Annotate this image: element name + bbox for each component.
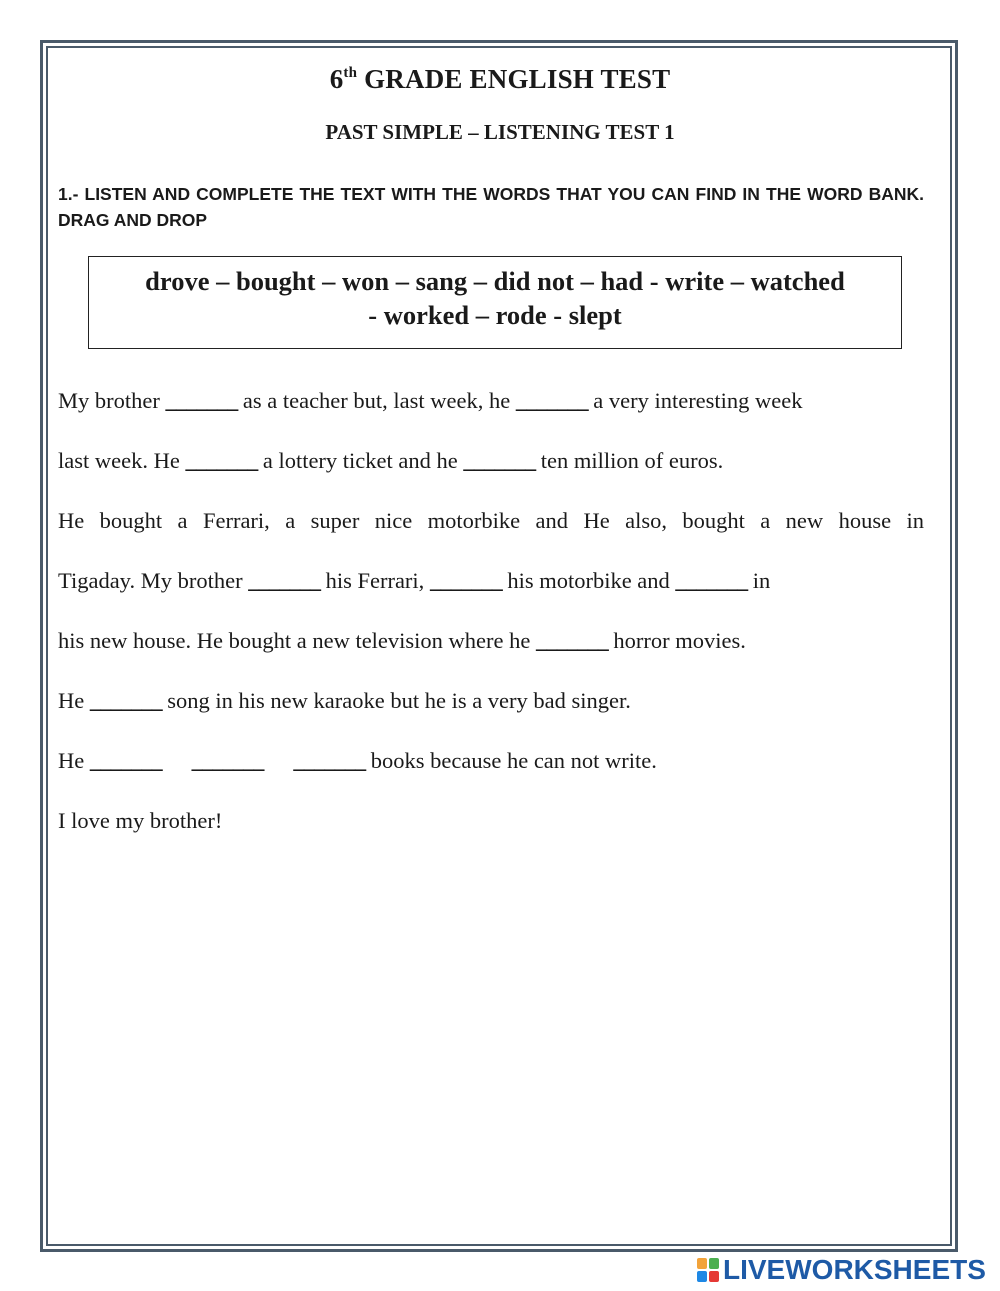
blank-drop-zone[interactable]: _______ [293,748,366,773]
text-segment: in [747,568,771,593]
blank-drop-zone[interactable]: _______ [165,388,238,413]
word-bank-line-2: - worked – rode - slept [368,300,622,330]
logo-text: LIVEWORKSHEETS [723,1254,986,1285]
text-segment: last week. He [58,448,186,473]
blank-drop-zone[interactable]: _______ [248,568,320,593]
logo-block [709,1271,719,1282]
text-line-7 [58,748,924,774]
text-segment: his motorbike and [501,568,676,593]
blank-drop-zone[interactable]: _______ [515,388,588,413]
text-line-4 [58,568,924,594]
blank-drop-zone[interactable]: _______ [429,568,502,593]
page-subtitle: PAST SIMPLE – LISTENING TEST 1 [325,120,675,144]
text-line-1 [58,388,924,414]
logo-block [697,1271,707,1282]
text-segment: horror movies. [607,628,746,653]
text-segment: song in his new karaoke but he is a very bad singer. [161,688,631,713]
text-segment: his new house. He bought a new television where he [58,628,537,653]
text-segment: He [58,748,90,773]
text-segment: a very interesting week [587,388,803,413]
text-segment: He [58,688,90,713]
blank-drop-zone[interactable]: _______ [536,628,608,653]
text-segment: Tigaday. My brother [58,568,249,593]
text-line-2 [58,448,924,474]
blank-drop-zone[interactable]: _______ [463,448,536,473]
text-segment: ten million of euros. [535,448,724,473]
logo-block [697,1258,707,1269]
page-title [0,64,1000,95]
logo-blocks-icon [697,1258,719,1282]
text-segment: books because he can not write. [365,748,657,773]
blank-drop-zone[interactable]: _______ [89,688,162,713]
title-superscript: th [343,65,358,81]
text-segment: as a teacher but, last week, he [237,388,516,413]
title-prefix: 6 [329,64,344,94]
text-line-3: He bought a Ferrari, a super nice motorbike and He also, bought a new house in [58,508,924,533]
blank-drop-zone[interactable]: _______ [89,748,162,773]
liveworksheets-logo [697,1255,986,1285]
logo-block [709,1258,719,1269]
word-bank-line-1: drove – bought – won – sang – did not – had - write – watched [145,266,845,296]
text-segment: a lottery ticket and he [257,448,464,473]
word-bank [88,256,902,349]
text-line-6 [58,688,924,714]
blank-drop-zone[interactable]: _______ [675,568,748,593]
blank-drop-zone[interactable]: _______ [191,748,264,773]
text-segment: My brother [58,388,166,413]
exercise-instruction: 1.- LISTEN AND COMPLETE THE TEXT WITH THE WORDS THAT YOU CAN FIND IN THE WORD BANK. DRAG AND DROP [58,184,924,230]
text-segment: his Ferrari, [319,568,430,593]
text-line-5 [58,628,924,654]
text-line-8: I love my brother! [58,808,223,833]
blank-drop-zone[interactable]: _______ [185,448,258,473]
title-rest: GRADE ENGLISH TEST [357,64,671,94]
